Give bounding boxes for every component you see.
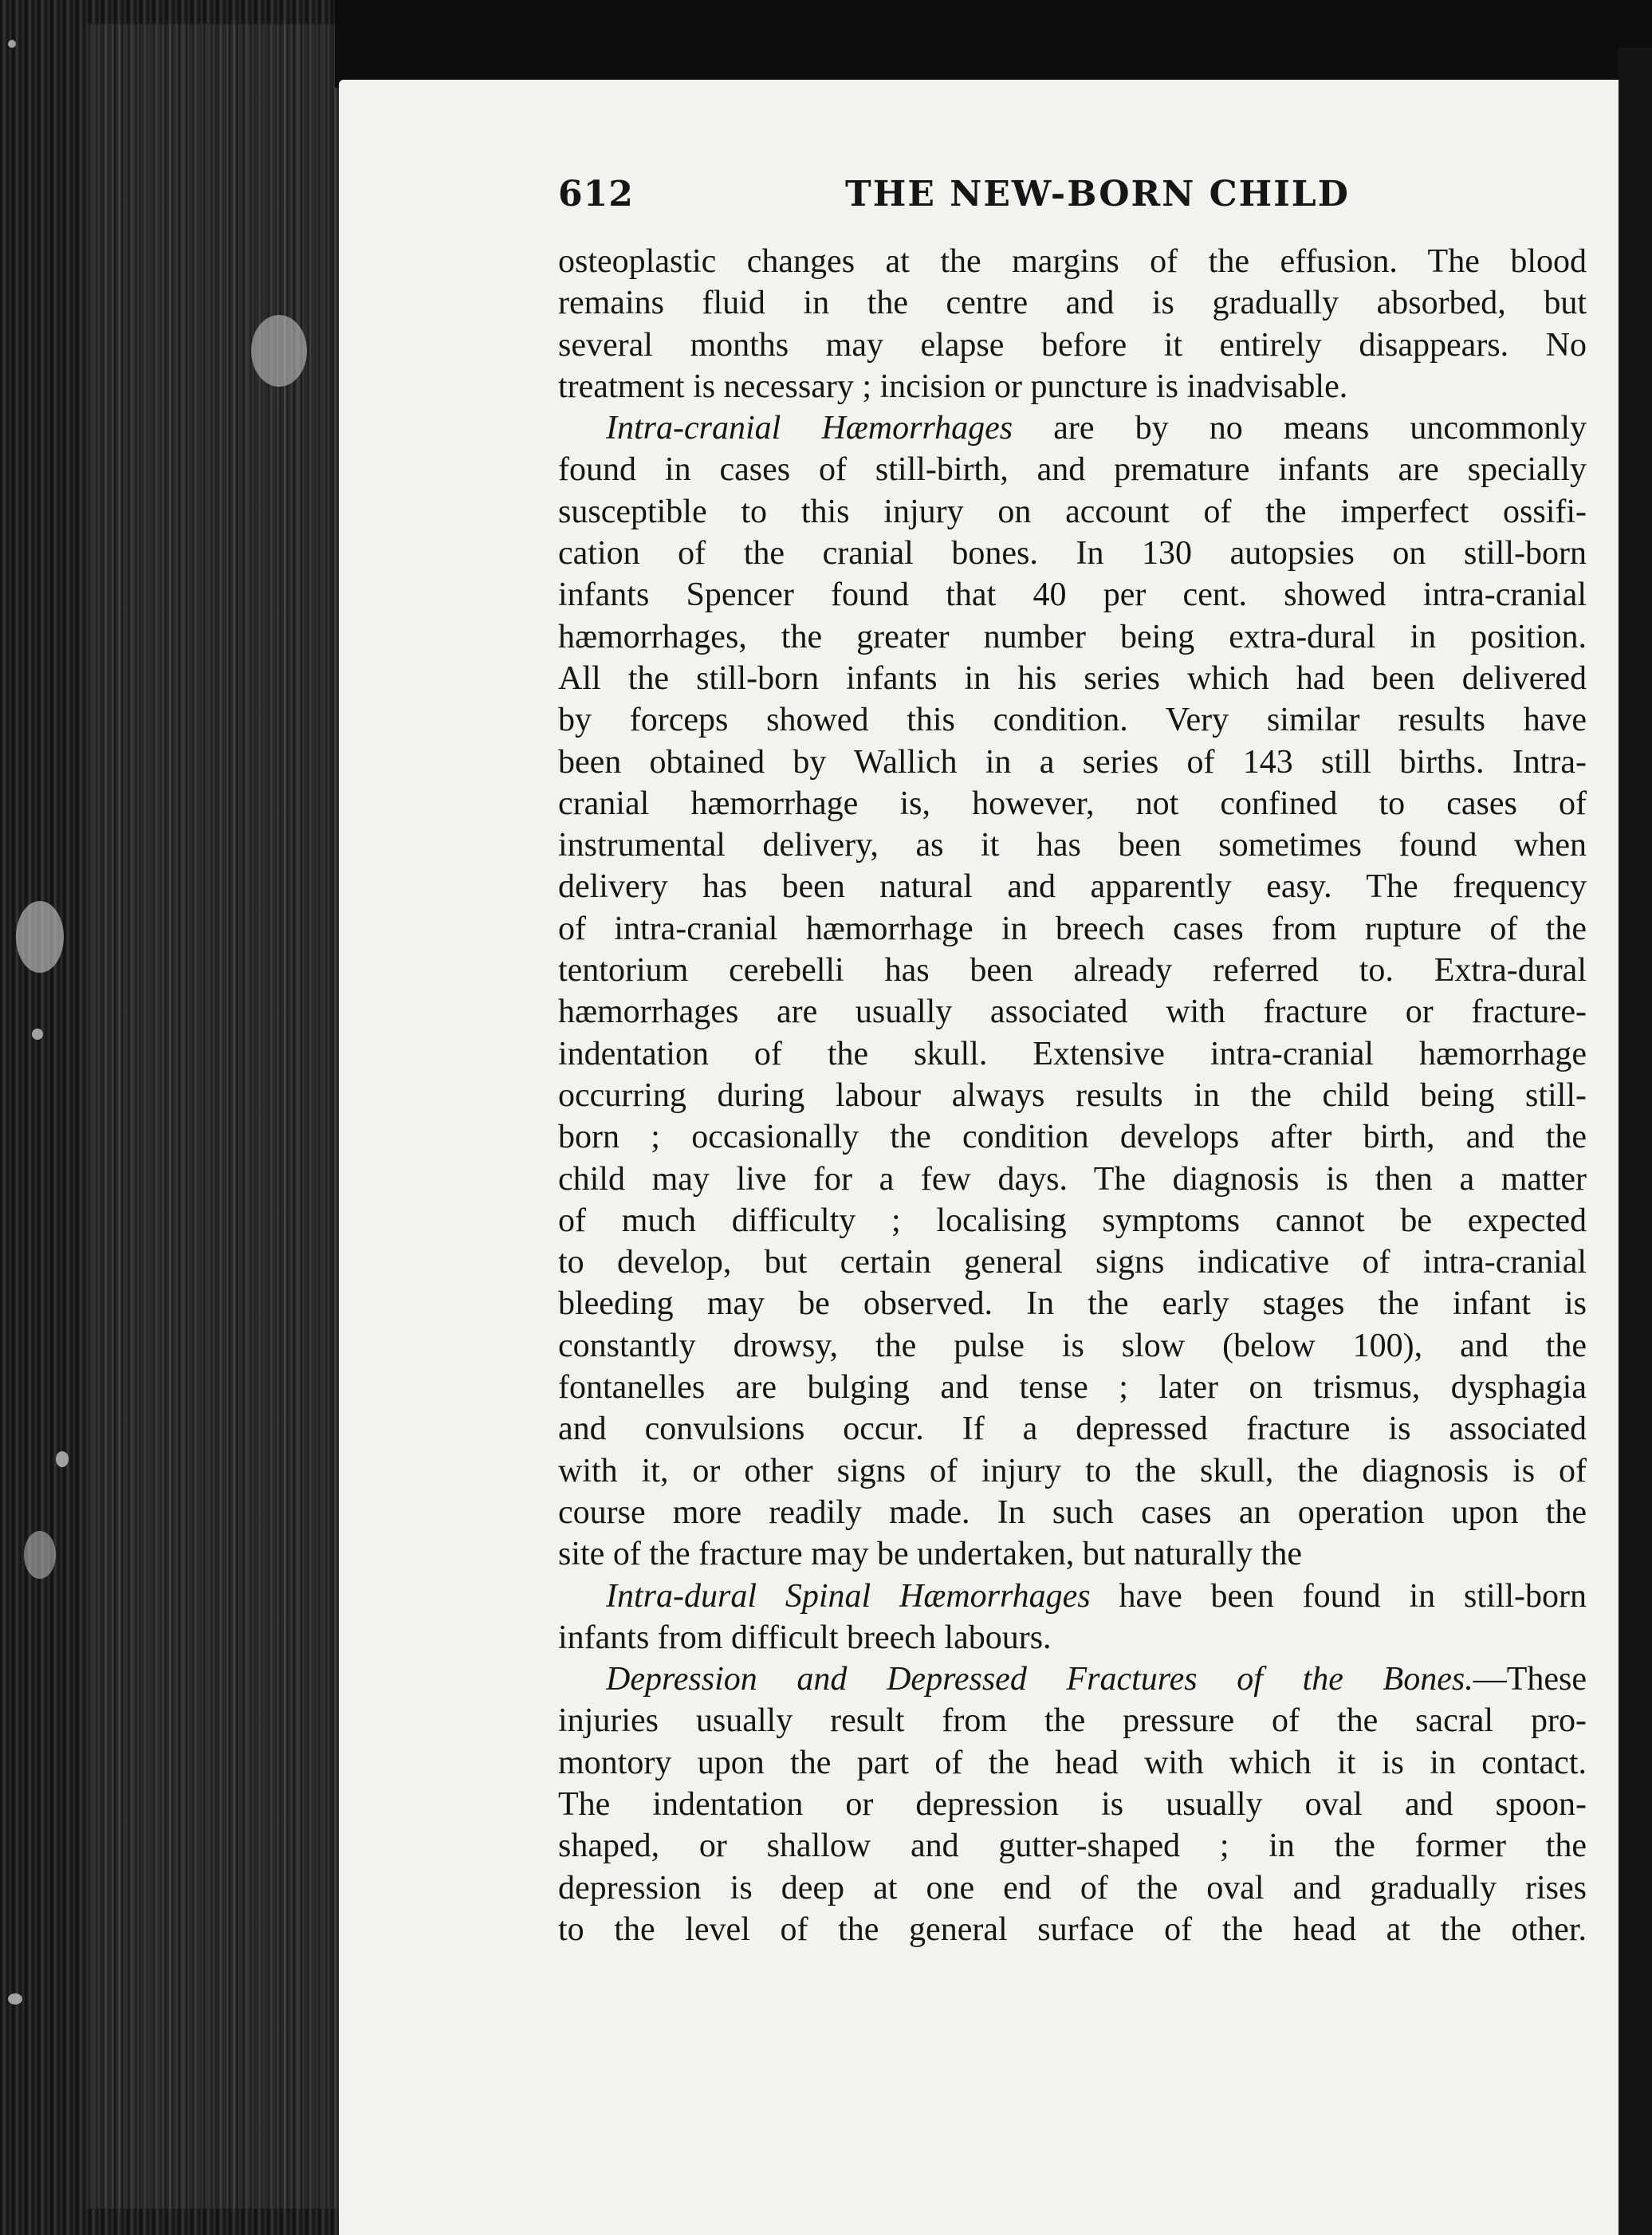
scan-speck <box>251 315 307 387</box>
text-line: shaped, or shallow and gutter-shaped ; in the former the <box>558 1828 1587 1865</box>
text-line: tentorium cerebelli has been already referred to. Extra-dural <box>558 952 1587 990</box>
text-line: to the level of the general surface of the head at the other. <box>558 1910 1587 1948</box>
text-line: bleeding may be observed. In the early stages the infant is <box>558 1285 1587 1323</box>
paragraph-intra-cranial <box>558 407 1587 1575</box>
text-line: with it, or other signs of injury to the skull, the diagnosis is of <box>558 1452 1587 1489</box>
scan-right-border <box>1619 48 1652 2235</box>
text-line: by forceps showed this condition. Very similar results have <box>558 702 1587 739</box>
text-line: been obtained by Wallich in a series of 143 still births. Intra- <box>558 743 1587 781</box>
text-line: born ; occasionally the condition develops after birth, and the <box>558 1119 1587 1156</box>
paragraph-depression <box>558 1659 1587 1950</box>
scan-speck <box>56 1451 69 1467</box>
text-run: have been found in still-born <box>1090 1577 1587 1615</box>
text-line: treatment is necessary ; incision or puncture is inadvisable. <box>558 368 1348 405</box>
scan-top-border <box>335 0 1652 88</box>
text-line: infants Spencer found that 40 per cent. showed intra-cranial <box>558 576 1587 614</box>
text-line <box>558 1576 1587 1617</box>
text-line <box>558 407 1587 449</box>
text-line: of much difficulty ; localising symptoms cannot be expected <box>558 1202 1587 1239</box>
section-heading: Intra-cranial Hæmorrhages <box>606 410 1013 447</box>
text-line: found in cases of still-birth, and premature infants are specially <box>558 451 1587 489</box>
text-line: osteoplastic changes at the margins of the effusion. The blood <box>558 243 1587 280</box>
scan-speck <box>16 901 64 973</box>
text-line: and convulsions occur. If a depressed fracture is associated <box>558 1411 1587 1448</box>
text-line: constantly drowsy, the pulse is slow (below 100), and the <box>558 1327 1587 1364</box>
text-run: are by no means uncommonly <box>1013 410 1587 447</box>
text-line: to develop, but certain general signs indicative of intra-cranial <box>558 1244 1587 1281</box>
text-line: site of the fracture may be undertaken, but naturally the <box>558 1536 1302 1573</box>
paragraph-intra-dural <box>558 1576 1587 1659</box>
section-heading: Intra-dural Spinal Hæmorrhages <box>606 1577 1091 1615</box>
page-number: 612 <box>558 174 634 214</box>
scan-speck <box>8 40 16 48</box>
text-line: several months may elapse before it entirely disappears. No <box>558 326 1587 364</box>
text-line: indentation of the skull. Extensive intra-cranial hæmorrhage <box>558 1035 1587 1072</box>
text-line: course more readily made. In such cases an operation upon the <box>558 1493 1587 1531</box>
section-heading: Depression and Depressed Fractures of the Bones. <box>606 1661 1473 1698</box>
text-line: hæmorrhages are usually associated with fracture or fracture- <box>558 994 1587 1031</box>
text-line <box>558 1659 1587 1700</box>
text-line: fontanelles are bulging and tense ; later on trismus, dysphagia <box>558 1369 1587 1407</box>
text-line: The indentation or depression is usually oval and spoon- <box>558 1785 1587 1823</box>
text-line: occurring during labour always results in the child being still- <box>558 1076 1587 1114</box>
text-line: hæmorrhages, the greater number being extra-dural in position. <box>558 618 1587 655</box>
text-line: instrumental delivery, as it has been sometimes found when <box>558 827 1587 864</box>
page-header <box>558 174 1587 230</box>
paragraph-continuation <box>558 241 1587 407</box>
text-line: montory upon the part of the head with which it is in contact. <box>558 1744 1587 1781</box>
text-line: remains fluid in the centre and is gradually absorbed, but <box>558 285 1587 322</box>
body-text <box>558 241 1587 1950</box>
text-line: child may live for a few days. The diagnosis is then a matter <box>558 1160 1587 1198</box>
text-line: of intra-cranial hæmorrhage in breech cases from rupture of the <box>558 910 1587 947</box>
running-title: THE NEW-BORN CHILD <box>845 174 1350 214</box>
scan-speck <box>24 1531 56 1579</box>
text-run: —These <box>1473 1661 1587 1698</box>
text-line: cation of the cranial bones. In 130 autopsies on still-born <box>558 535 1587 573</box>
text-line: injuries usually result from the pressure of the sacral pro- <box>558 1702 1587 1740</box>
text-line: All the still-born infants in his series which had been delivered <box>558 659 1587 697</box>
text-line: infants from difficult breech labours. <box>558 1619 1052 1656</box>
text-line: cranial hæmorrhage is, however, not confined to cases of <box>558 785 1587 822</box>
scan-speck <box>8 1993 22 2005</box>
text-line: delivery has been natural and apparently easy. The frequency <box>558 868 1587 906</box>
scan-speck <box>32 1029 43 1040</box>
text-line: depression is deep at one end of the oval and gradually rises <box>558 1869 1587 1906</box>
text-line: susceptible to this injury on account of the imperfect ossifi- <box>558 493 1587 530</box>
